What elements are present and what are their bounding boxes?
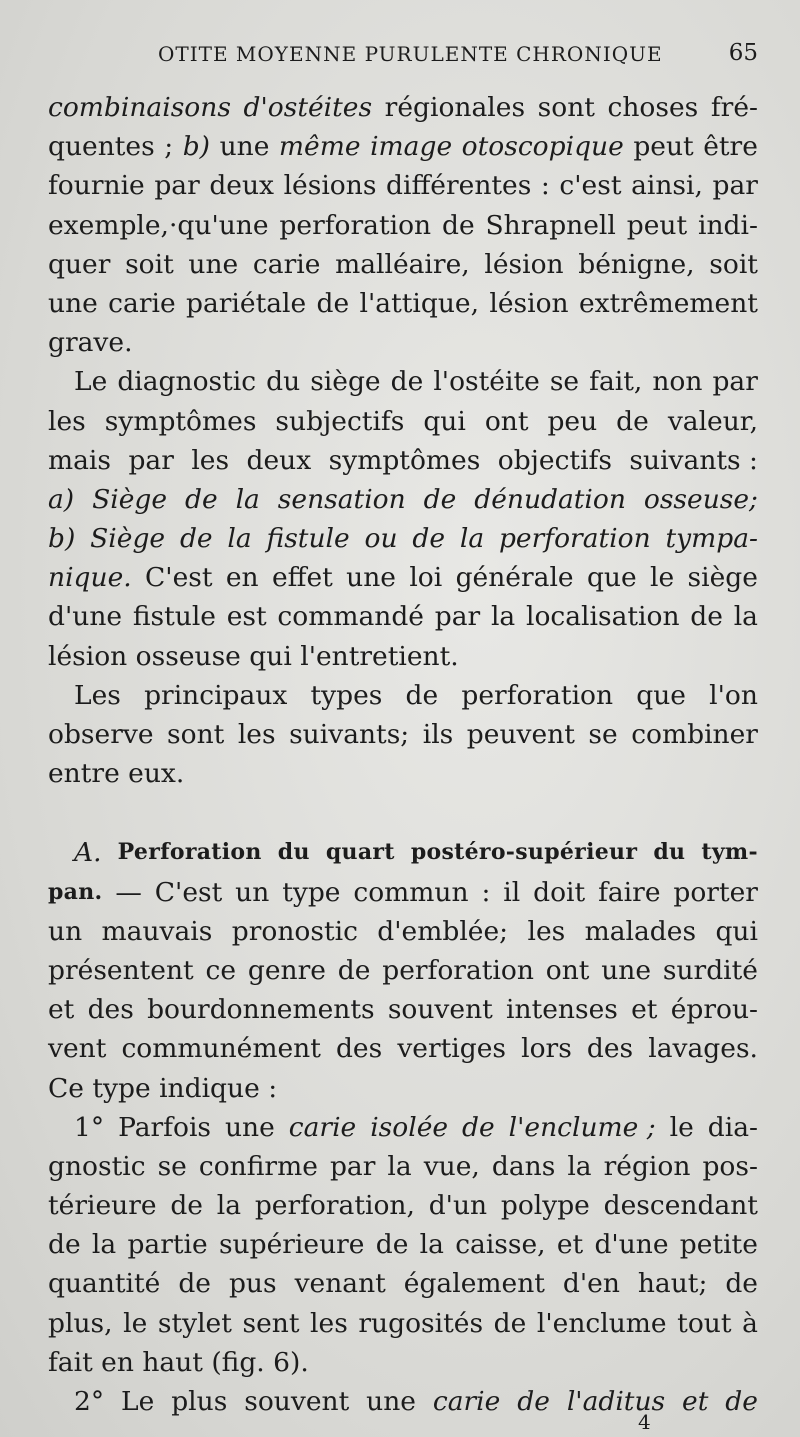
word: commandé — [277, 601, 424, 633]
word: quer — [48, 248, 111, 280]
word: de — [412, 523, 446, 555]
word: souvent — [244, 1386, 350, 1417]
word: doit — [533, 876, 586, 908]
word: postéro-supérieur — [410, 839, 638, 866]
text-line — [48, 284, 758, 323]
word: mais — [48, 444, 112, 476]
word: la — [91, 1229, 117, 1261]
word: perforation — [279, 209, 432, 241]
word: de — [725, 1386, 758, 1417]
word: quart — [325, 839, 395, 866]
word: : — [481, 876, 491, 908]
text-line — [48, 402, 758, 441]
text-line — [48, 1225, 758, 1264]
word: quentes — [48, 131, 155, 163]
word: genre — [247, 954, 326, 986]
word: ont — [545, 954, 590, 986]
word: peu — [547, 405, 598, 437]
text-line — [48, 1108, 758, 1147]
word: intenses — [506, 994, 618, 1026]
word: carie — [108, 287, 176, 319]
word: Parfois — [118, 1111, 212, 1143]
word: commun — [353, 876, 469, 908]
word: — — [115, 876, 142, 908]
word: un — [48, 915, 83, 947]
word: les — [310, 1307, 348, 1339]
word: se — [157, 1150, 187, 1182]
word: de — [690, 601, 723, 633]
word: non — [652, 366, 703, 398]
word: de — [48, 1229, 81, 1261]
word: fait en haut (fig. 6). — [48, 1346, 309, 1378]
word: l'enclume ; — [508, 1111, 656, 1143]
word: quantité — [48, 1268, 161, 1300]
word: par — [434, 601, 481, 633]
word: une — [346, 562, 396, 594]
word: grave. — [48, 327, 133, 359]
word: peut — [626, 209, 688, 241]
text-line — [48, 1382, 758, 1421]
word: pan. — [48, 878, 103, 905]
word: du — [653, 839, 686, 866]
word: de — [184, 483, 218, 515]
word: ainsi, — [631, 170, 703, 202]
word: de — [375, 1229, 409, 1261]
text-line — [48, 206, 758, 245]
word: 2° — [74, 1386, 105, 1417]
text-line — [48, 912, 758, 951]
word: lésion — [489, 287, 569, 319]
word: une — [188, 248, 239, 280]
text-line — [48, 637, 758, 676]
word: peut — [633, 131, 694, 163]
word: sent — [242, 1307, 300, 1339]
word: Le — [121, 1386, 155, 1417]
word: est — [226, 601, 267, 633]
text-line — [48, 166, 758, 205]
word: la — [419, 1229, 444, 1261]
text-line — [48, 1069, 758, 1108]
word: suivants; — [289, 719, 410, 750]
word: Siège — [90, 523, 166, 555]
word: également — [403, 1268, 545, 1300]
text-line — [48, 597, 758, 636]
word: combiner — [631, 719, 758, 750]
word: tympa- — [665, 523, 758, 555]
word: même — [278, 131, 361, 163]
word: sensation — [277, 483, 406, 515]
word: d'un — [428, 1190, 488, 1222]
word: principaux — [144, 679, 288, 711]
word: communément — [121, 1033, 321, 1065]
word: l'on — [709, 679, 758, 711]
word: peuvent — [466, 719, 575, 750]
word: le — [669, 1111, 694, 1143]
word: les — [48, 405, 86, 437]
word: d'une — [594, 1229, 669, 1261]
word: symptômes — [328, 444, 481, 476]
word: descendant — [603, 1190, 758, 1222]
word: la — [733, 601, 758, 633]
word: par — [329, 1150, 376, 1182]
word: haut; — [637, 1268, 708, 1300]
word: en — [225, 562, 259, 594]
word: d'emblée; — [377, 915, 509, 947]
word: le — [123, 1307, 148, 1339]
word: fré- — [710, 92, 758, 123]
word: Les — [74, 679, 121, 711]
word: caisse, — [455, 1229, 546, 1261]
text-line — [48, 362, 758, 401]
text-line — [48, 951, 758, 990]
word: de — [179, 523, 213, 555]
word: l'enclume — [536, 1307, 667, 1339]
word: pronostic — [231, 915, 358, 947]
word: la — [459, 523, 485, 555]
word: observe — [48, 719, 154, 750]
word: perforation — [461, 679, 614, 711]
word: qui — [715, 915, 758, 947]
word: de — [517, 1386, 550, 1417]
word: siège — [687, 562, 758, 594]
word: lésion — [484, 248, 564, 280]
word: valeur, — [667, 405, 758, 437]
word: objectifs — [497, 444, 612, 476]
word: b) — [182, 131, 211, 163]
word: se — [549, 366, 580, 398]
word: à — [742, 1307, 758, 1339]
word: carie — [432, 1386, 501, 1417]
word: carie — [252, 248, 321, 280]
word: de — [493, 1307, 527, 1339]
word: Siège — [92, 483, 168, 515]
word: de — [616, 405, 649, 437]
text-line — [48, 480, 758, 519]
word: des — [87, 994, 134, 1026]
word: que — [636, 679, 686, 711]
word: et — [48, 994, 75, 1026]
word: et — [556, 1229, 584, 1261]
word: de — [462, 1111, 495, 1143]
word: dans — [491, 1150, 556, 1182]
text-line — [48, 1343, 758, 1382]
word: générale — [455, 562, 574, 594]
word: Ce type indique : — [48, 1072, 278, 1104]
word: suivants : — [629, 444, 758, 476]
word: éprou- — [670, 994, 758, 1026]
word: osseuse; — [643, 483, 758, 515]
word: térieure — [48, 1190, 157, 1222]
word: par — [128, 444, 174, 476]
word: vent — [48, 1033, 107, 1065]
word: bénigne, — [578, 248, 695, 280]
word: soit — [709, 248, 758, 280]
word: ; — [164, 131, 174, 163]
word: pus — [228, 1268, 277, 1300]
word: par — [712, 170, 758, 202]
word: deux — [246, 444, 312, 476]
word: souvent — [387, 994, 493, 1026]
word: vertiges — [397, 1033, 507, 1065]
word: petite — [679, 1229, 758, 1261]
word: une — [48, 287, 98, 319]
word: symptômes — [104, 405, 257, 437]
text-line — [48, 1147, 758, 1186]
word: Shrapnell — [485, 209, 616, 241]
text-line — [48, 558, 758, 597]
word: d'en — [562, 1268, 620, 1300]
word: c'est — [559, 170, 622, 202]
word: de — [170, 1190, 203, 1222]
body-text — [48, 88, 758, 1421]
word: et — [631, 994, 658, 1026]
text-line — [48, 323, 758, 362]
word: siège — [310, 366, 381, 398]
text-line — [48, 88, 758, 127]
word: la — [490, 601, 516, 633]
word: de — [178, 1268, 211, 1300]
word: subjectifs — [275, 405, 405, 437]
word: exemple,·qu'une — [48, 209, 269, 241]
word: les — [237, 719, 276, 750]
word: présentent — [48, 954, 194, 986]
text-line — [48, 754, 758, 793]
word: gnostic — [48, 1150, 146, 1182]
word: ils — [422, 719, 454, 750]
word: d'une — [48, 601, 123, 633]
text-line — [48, 127, 758, 166]
word: image — [370, 131, 453, 163]
text-line — [48, 245, 758, 284]
word: indi- — [698, 209, 758, 241]
word: lors — [521, 1033, 572, 1065]
word: 1° — [74, 1111, 105, 1143]
word: carie — [288, 1111, 357, 1143]
word: du — [277, 839, 310, 866]
word: otoscopique — [461, 131, 624, 163]
word: extrêmement — [578, 287, 758, 319]
word: deux — [209, 170, 274, 202]
word: de — [337, 954, 371, 986]
word: venant — [294, 1268, 386, 1300]
word: entre eux. — [48, 758, 185, 790]
word: le — [650, 562, 675, 594]
word: : — [540, 170, 550, 202]
word: loi — [409, 562, 443, 594]
word: plus, — [48, 1307, 113, 1339]
signature-mark: 4 — [638, 1410, 651, 1434]
text-line — [48, 990, 758, 1029]
text-line — [48, 1304, 758, 1343]
word: ce — [205, 954, 237, 986]
word: d'ostéites — [243, 92, 373, 123]
word: être — [703, 131, 758, 163]
word: porter — [673, 876, 758, 908]
word: et — [682, 1386, 709, 1417]
word: plus — [171, 1386, 228, 1417]
word: C'est — [145, 562, 213, 594]
word: de — [442, 209, 475, 241]
word: dénudation — [474, 483, 626, 515]
word: une — [366, 1386, 416, 1417]
word: soit — [125, 248, 174, 280]
word: choses — [607, 92, 699, 123]
word: fistule — [266, 523, 350, 555]
word: faire — [598, 876, 661, 908]
text-line — [48, 441, 758, 480]
word: la — [216, 1190, 242, 1222]
word: par — [712, 366, 758, 398]
text-line — [48, 1029, 758, 1068]
word: confirme — [198, 1150, 318, 1182]
word: stylet — [157, 1307, 232, 1339]
word: sont — [167, 719, 225, 750]
word: tout — [677, 1307, 732, 1339]
word: la — [387, 1150, 412, 1182]
word: l'attique, — [359, 287, 480, 319]
word: partie — [127, 1229, 208, 1261]
word: perforation, — [254, 1190, 415, 1222]
running-title: OTITE MOYENNE PURULENTE CHRONIQUE — [158, 42, 663, 66]
word: des — [586, 1033, 634, 1065]
word: des — [335, 1033, 383, 1065]
word: rugosités — [358, 1307, 484, 1339]
running-head — [48, 38, 758, 74]
word: types — [310, 679, 383, 711]
word: ou — [364, 523, 398, 555]
word: l'aditus — [566, 1386, 666, 1417]
word: pariétale — [185, 287, 307, 319]
word: la — [567, 1150, 592, 1182]
word: fistule — [132, 601, 216, 633]
word: une — [224, 1111, 275, 1143]
word: lésion osseuse qui l'entretient. — [48, 640, 459, 672]
word: perforation — [498, 523, 651, 555]
word: bourdonnements — [147, 994, 375, 1026]
word: C'est — [154, 876, 223, 908]
word: l'ostéite — [433, 366, 540, 398]
word: diagnostic — [117, 366, 257, 398]
word: combinaisons — [48, 92, 231, 123]
word: région — [603, 1150, 691, 1182]
word: Perforation — [117, 839, 262, 866]
word: type — [282, 876, 341, 908]
word: isolée — [370, 1111, 449, 1143]
word: les — [191, 444, 230, 476]
word: fait, — [589, 366, 643, 398]
word: supérieure — [218, 1229, 365, 1261]
word: de — [390, 366, 424, 398]
word: fournie — [48, 170, 145, 202]
word: malléaire, — [335, 248, 470, 280]
word: un — [235, 876, 270, 908]
word: du — [266, 366, 301, 398]
word: que — [586, 562, 637, 594]
text-line — [48, 676, 758, 715]
word: lavages. — [648, 1033, 758, 1065]
word: perforation — [382, 954, 534, 986]
word: lésions — [283, 170, 377, 202]
word: ont — [484, 405, 529, 437]
text-line — [48, 715, 758, 754]
word: surdité — [662, 954, 758, 986]
word: tym- — [701, 839, 758, 866]
word: il — [503, 876, 521, 908]
word: de — [405, 679, 439, 711]
word: la — [235, 483, 260, 515]
word: mauvais — [101, 915, 213, 947]
word: malades — [584, 915, 697, 947]
word: polype — [500, 1190, 590, 1222]
word: A. — [74, 837, 102, 869]
word: a) — [48, 483, 75, 515]
word: de — [725, 1268, 758, 1300]
word: sont — [537, 92, 595, 123]
text-line — [48, 873, 758, 912]
word: une — [601, 954, 652, 986]
word: Le — [74, 366, 108, 398]
text-line — [48, 1186, 758, 1225]
word: b) — [48, 523, 76, 555]
word: la — [227, 523, 252, 555]
word: différentes — [386, 170, 532, 202]
word: par — [154, 170, 200, 202]
word: les — [527, 915, 566, 947]
page-number: 65 — [728, 40, 758, 66]
word: régionales — [384, 92, 526, 123]
word: nique. — [48, 562, 132, 594]
text-line — [48, 1264, 758, 1303]
word: se — [588, 719, 618, 750]
word: pos- — [702, 1150, 758, 1182]
word: une — [219, 131, 270, 163]
word: dia- — [707, 1111, 758, 1143]
word: effet — [271, 562, 333, 594]
word: vue, — [423, 1150, 480, 1182]
word: de — [316, 287, 350, 319]
text-line — [48, 519, 758, 558]
word: de — [423, 483, 457, 515]
word: localisation — [525, 601, 680, 633]
word: qui — [423, 405, 466, 437]
text-line — [48, 833, 758, 872]
